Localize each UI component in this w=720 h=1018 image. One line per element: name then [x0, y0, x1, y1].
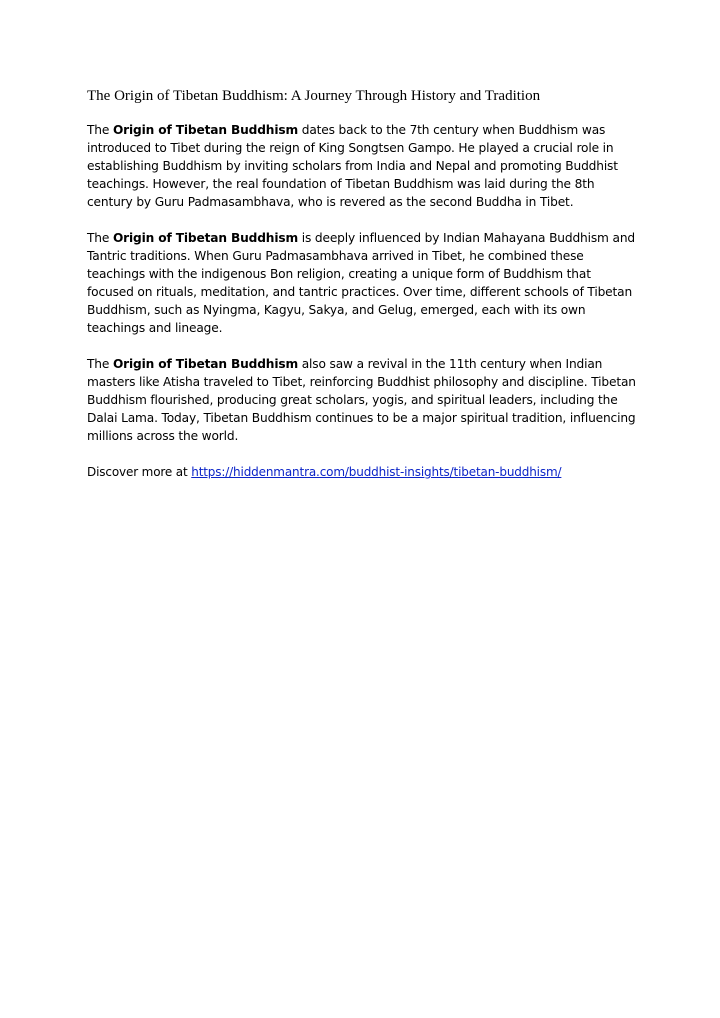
paragraph-bold-term: Origin of Tibetan Buddhism — [112, 123, 299, 137]
paragraph-lead: The — [87, 357, 113, 371]
paragraph-lead: The — [87, 123, 113, 137]
paragraph-bold-term: Origin of Tibetan Buddhism — [112, 357, 299, 371]
paragraph-text: also saw a revival in the 11th century when Indian masters like Atisha traveled to Tibet, reinforcing Buddhist philosophy and discipline. Tibetan Buddhism flourished, producing great scholars, yogis, and spiritual leaders, including the Dalai Lama. Today, Tibetan Buddhism continues to be a major spiritual tradition, influencing millions across the world. — [87, 357, 636, 443]
paragraph-lead: The — [87, 231, 113, 245]
paragraph-3 — [87, 355, 639, 445]
document-body — [87, 86, 639, 481]
paragraph-bold-term: Origin of Tibetan Buddhism — [112, 231, 299, 245]
paragraph-1 — [87, 121, 639, 211]
discover-prefix: Discover more at — [87, 465, 192, 479]
document-title: The Origin of Tibetan Buddhism: A Journey Through History and Tradition — [87, 88, 541, 104]
paragraph-2 — [87, 229, 639, 337]
paragraph-text: is deeply influenced by Indian Mahayana Buddhism and Tantric traditions. When Guru Padmasambhava arrived in Tibet, he combined these teachings with the indigenous Bon religion, creating a unique form of Buddhism that focused on rituals, meditation, and tantric practices. Over time, different schools of Tibetan Buddhism, such as Nyingma, Kagyu, Sakya, and Gelug, emerged, each with its own teachings and lineage. — [87, 231, 635, 335]
discover-more-line — [87, 463, 639, 481]
discover-link[interactable]: https://hiddenmantra.com/buddhist-insights/tibetan-buddhism/ — [191, 465, 562, 479]
paragraph-text: dates back to the 7th century when Buddhism was introduced to Tibet during the reign of King Songtsen Gampo. He played a crucial role in establishing Buddhism by inviting scholars from India and Nepal and promoting Buddhist teachings. However, the real foundation of Tibetan Buddhism was laid during the 8th century by Guru Padmasambhava, who is revered as the second Buddha in Tibet. — [87, 123, 618, 209]
